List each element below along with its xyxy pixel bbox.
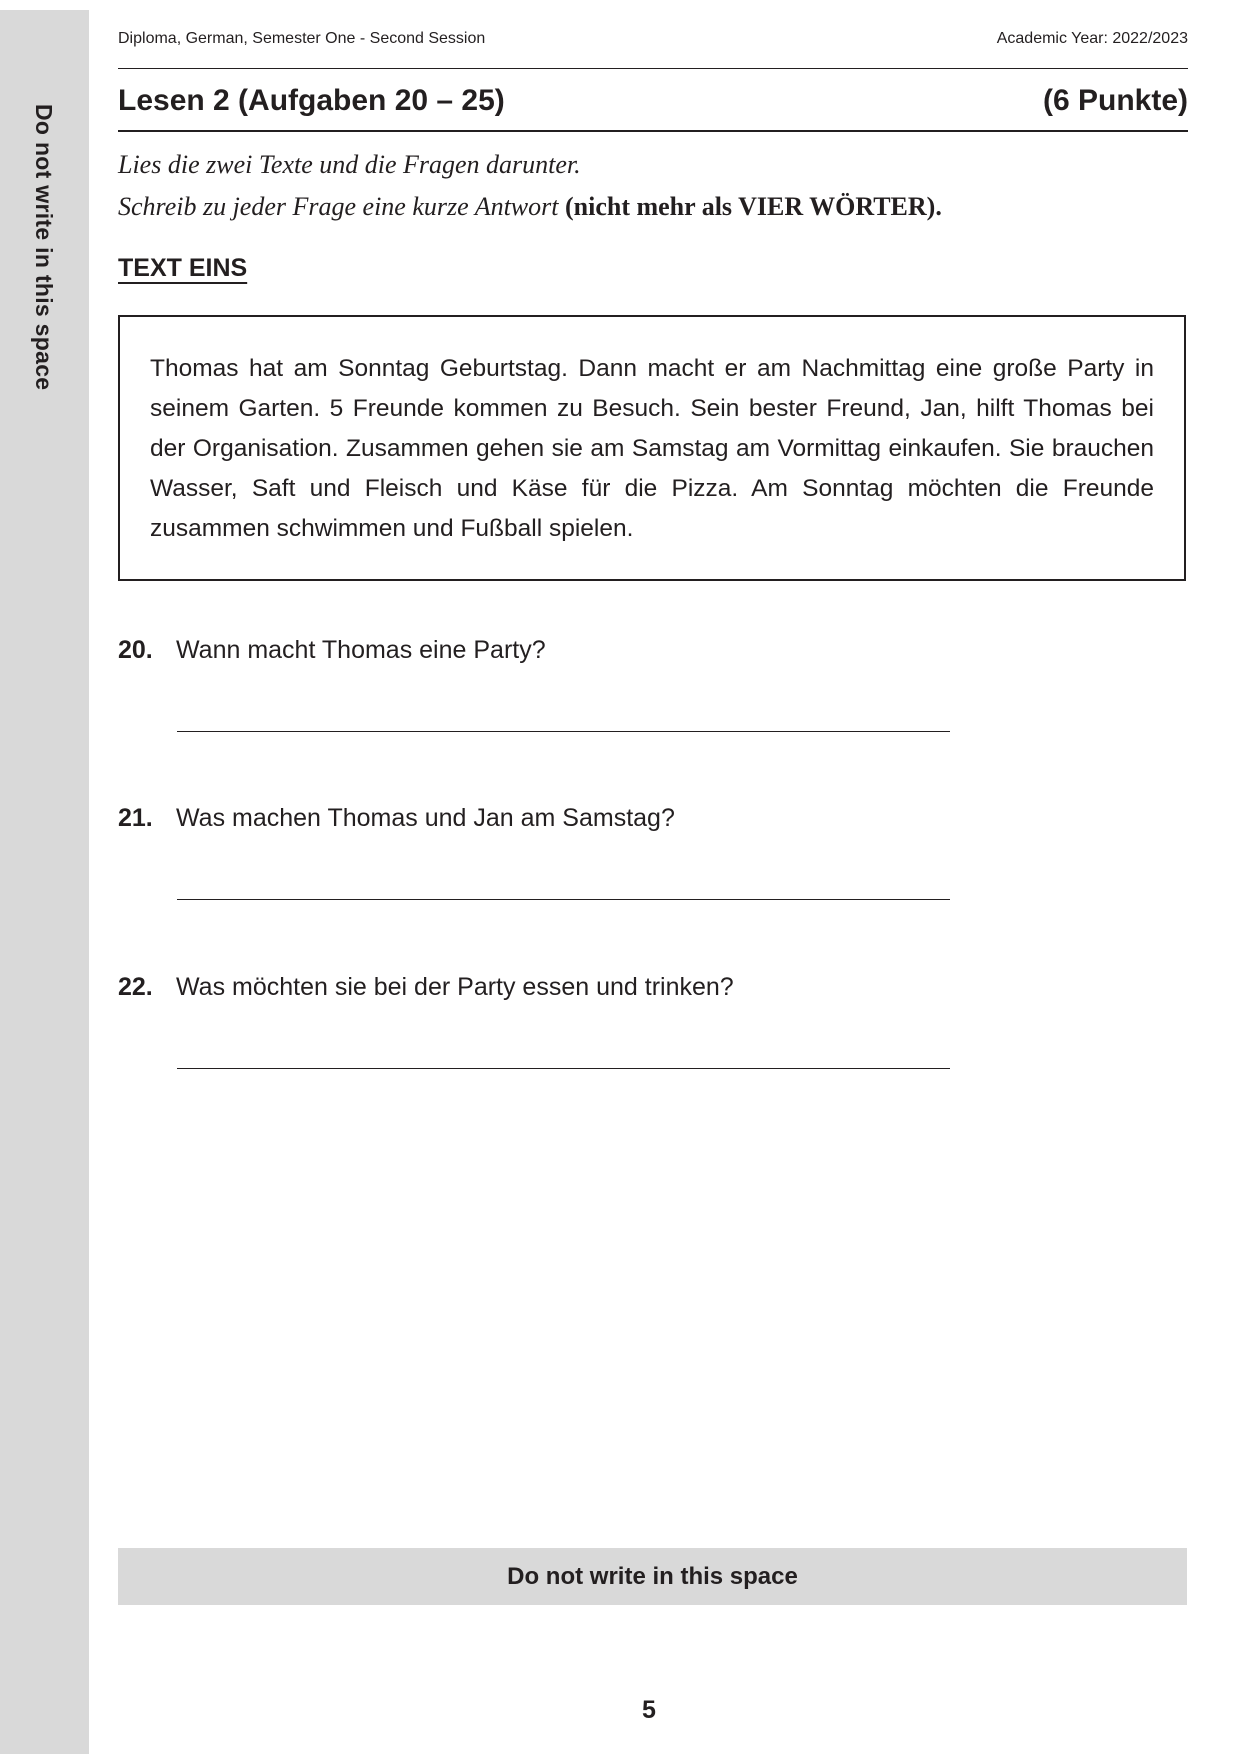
title-divider <box>118 130 1188 132</box>
reading-text: Thomas hat am Sonntag Geburtstag. Dann macht er am Nachmittag eine große Party in seinem Garten. 5 Freunde kommen zu Besuch. Sein bester Freund, Jan, hilft Thomas bei der Organisation. Zusammen gehen sie am Samstag am Vormittag einkaufen. Sie brauchen Wasser, Saft und Fleisch und Käse für die Pizza. Am Sonntag möchten die Freunde zusammen schwimmen und Fußball spielen. <box>150 355 1154 542</box>
margin-sidebar <box>0 10 89 1754</box>
answer-line-20[interactable] <box>177 731 950 732</box>
footer-notice: Do not write in this space <box>507 1562 798 1590</box>
reading-text-box <box>118 315 1186 581</box>
header-divider <box>118 68 1188 69</box>
question-text: Was machen Thomas und Jan am Samstag? <box>176 804 675 832</box>
instruction-word-limit: (nicht mehr als VIER WÖRTER). <box>564 192 942 221</box>
question-number: 21. <box>118 804 153 832</box>
academic-year: Academic Year: 2022/2023 <box>996 30 1188 47</box>
instruction-line-2 <box>118 192 942 222</box>
sidebar-notice: Do not write in this space <box>31 104 57 391</box>
instruction-line-1: Lies die zwei Texte und die Fragen darunter. <box>118 150 581 179</box>
page-number: 5 <box>642 1696 656 1724</box>
answer-line-21[interactable] <box>177 899 950 900</box>
question-20 <box>118 636 546 665</box>
answer-line-22[interactable] <box>177 1068 950 1069</box>
question-number: 22. <box>118 973 153 1001</box>
text-one-heading: TEXT EINS <box>118 254 248 282</box>
section-title: Lesen 2 (Aufgaben 20 – 25) <box>118 84 505 117</box>
do-not-write-bar <box>118 1548 1187 1605</box>
question-number: 20. <box>118 636 153 664</box>
question-22 <box>118 973 734 1002</box>
section-points: (6 Punkte) <box>1042 84 1188 117</box>
exam-info: Diploma, German, Semester One - Second Session <box>118 30 486 47</box>
question-text: Was möchten sie bei der Party essen und trinken? <box>176 973 734 1001</box>
question-text: Wann macht Thomas eine Party? <box>176 636 546 664</box>
instruction-text: Schreib zu jeder Frage eine kurze Antwort <box>118 192 565 221</box>
question-21 <box>118 804 675 833</box>
